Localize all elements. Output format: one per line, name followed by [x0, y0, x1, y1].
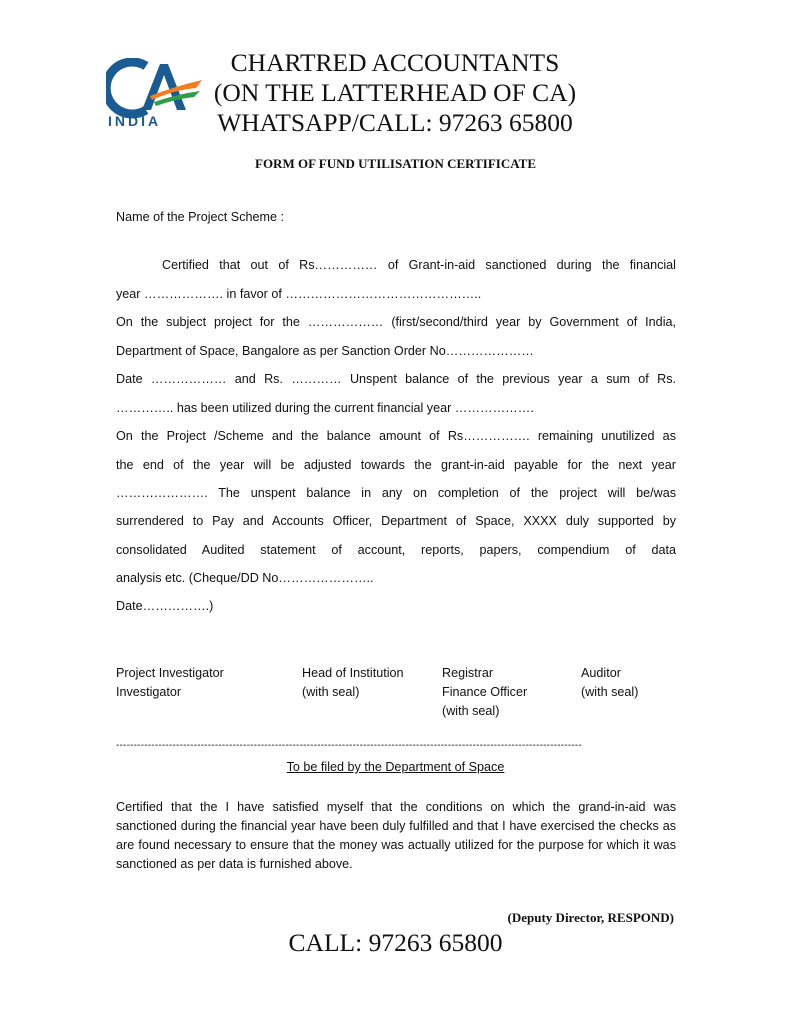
department-heading: To be filed by the Department of Space [286, 760, 505, 774]
logo-c-shape [106, 62, 146, 114]
footer-call: CALL: 97263 65800 [288, 928, 503, 957]
signatory-line: (with seal) [442, 704, 500, 718]
certificate-line: On the Project /Scheme and the balance amount of Rs……………. remaining unutilized as [116, 429, 676, 443]
certificate-line: Date ……………… and Rs. ………… Unspent balance of the previous year a sum of Rs. [116, 372, 676, 386]
certificate-line: On the subject project for the ……………… (first/second/third year by Government of India, [116, 315, 676, 329]
certificate-line: …………………. The unspent balance in any on completion of the project will be/was [116, 486, 676, 500]
signatory-line: Head of Institution [302, 666, 404, 680]
signatory-line: Investigator [116, 685, 182, 699]
letterhead-contact: WHATSAPP/CALL: 97263 65800 [217, 108, 573, 137]
signatory-line: Auditor [581, 666, 621, 680]
department-heading-wrap [0, 760, 791, 774]
certificate-line: ………….. has been utilized during the current financial year ………………. [116, 401, 534, 415]
certificate-line: Date…………….) [116, 599, 214, 613]
certificate-line: the end of the year will be adjusted towards the grant-in-aid payable for the next year [116, 458, 676, 472]
form-title: FORM OF FUND UTILISATION CERTIFICATE [255, 156, 536, 171]
letterhead-title: CHARTRED ACCOUNTANTS [230, 48, 560, 77]
signatory-registrar [442, 664, 527, 721]
signatory-head-of-institution [302, 664, 404, 702]
letterhead-subtitle: (ON THE LATTERHEAD OF CA) [213, 78, 577, 107]
certificate-line: Department of Space, Bangalore as per Sanction Order No………………… [116, 344, 534, 358]
logo-wordmark: INDIA [108, 113, 162, 129]
signatory-project-investigator [116, 664, 224, 702]
letterhead [205, 48, 585, 138]
signatory-line: Project Investigator [116, 666, 224, 680]
signatory-line: Registrar [442, 666, 494, 680]
signatory-auditor [581, 664, 638, 702]
signatory-line: Finance Officer [442, 685, 528, 699]
certificate-line: analysis etc. (Cheque/DD No………………….. [116, 571, 374, 585]
separator-line: ------------------------------------------------------------------------------------------------------------------------------------ [116, 740, 582, 751]
department-certificate: Certified that the I have satisfied myself that the conditions on which the grand-in-aid was sanctioned during the financial year have been duly fulfilled and that I have exercised the checks as are found necessary to ensure that the money was actually utilized for the purpose for which it was sanctioned as per data is furnished above. [116, 800, 676, 871]
signatory-line: (with seal) [302, 685, 360, 699]
project-scheme-label: Name of the Project Scheme : [116, 210, 284, 224]
signatory-line: (with seal) [581, 685, 639, 699]
certificate-line: surrendered to Pay and Accounts Officer, Department of Space, XXXX duly supported by [116, 514, 676, 528]
signoff: (Deputy Director, RESPOND) [507, 910, 674, 925]
certificate-line: consolidated Audited statement of account, reports, papers, compendium of data [116, 543, 676, 557]
certificate-line: Certified that out of Rs…………… of Grant-in-aid sanctioned during the financial [162, 258, 676, 272]
certificate-line: year ………………. in favor of ……………………………………….. [116, 287, 482, 301]
